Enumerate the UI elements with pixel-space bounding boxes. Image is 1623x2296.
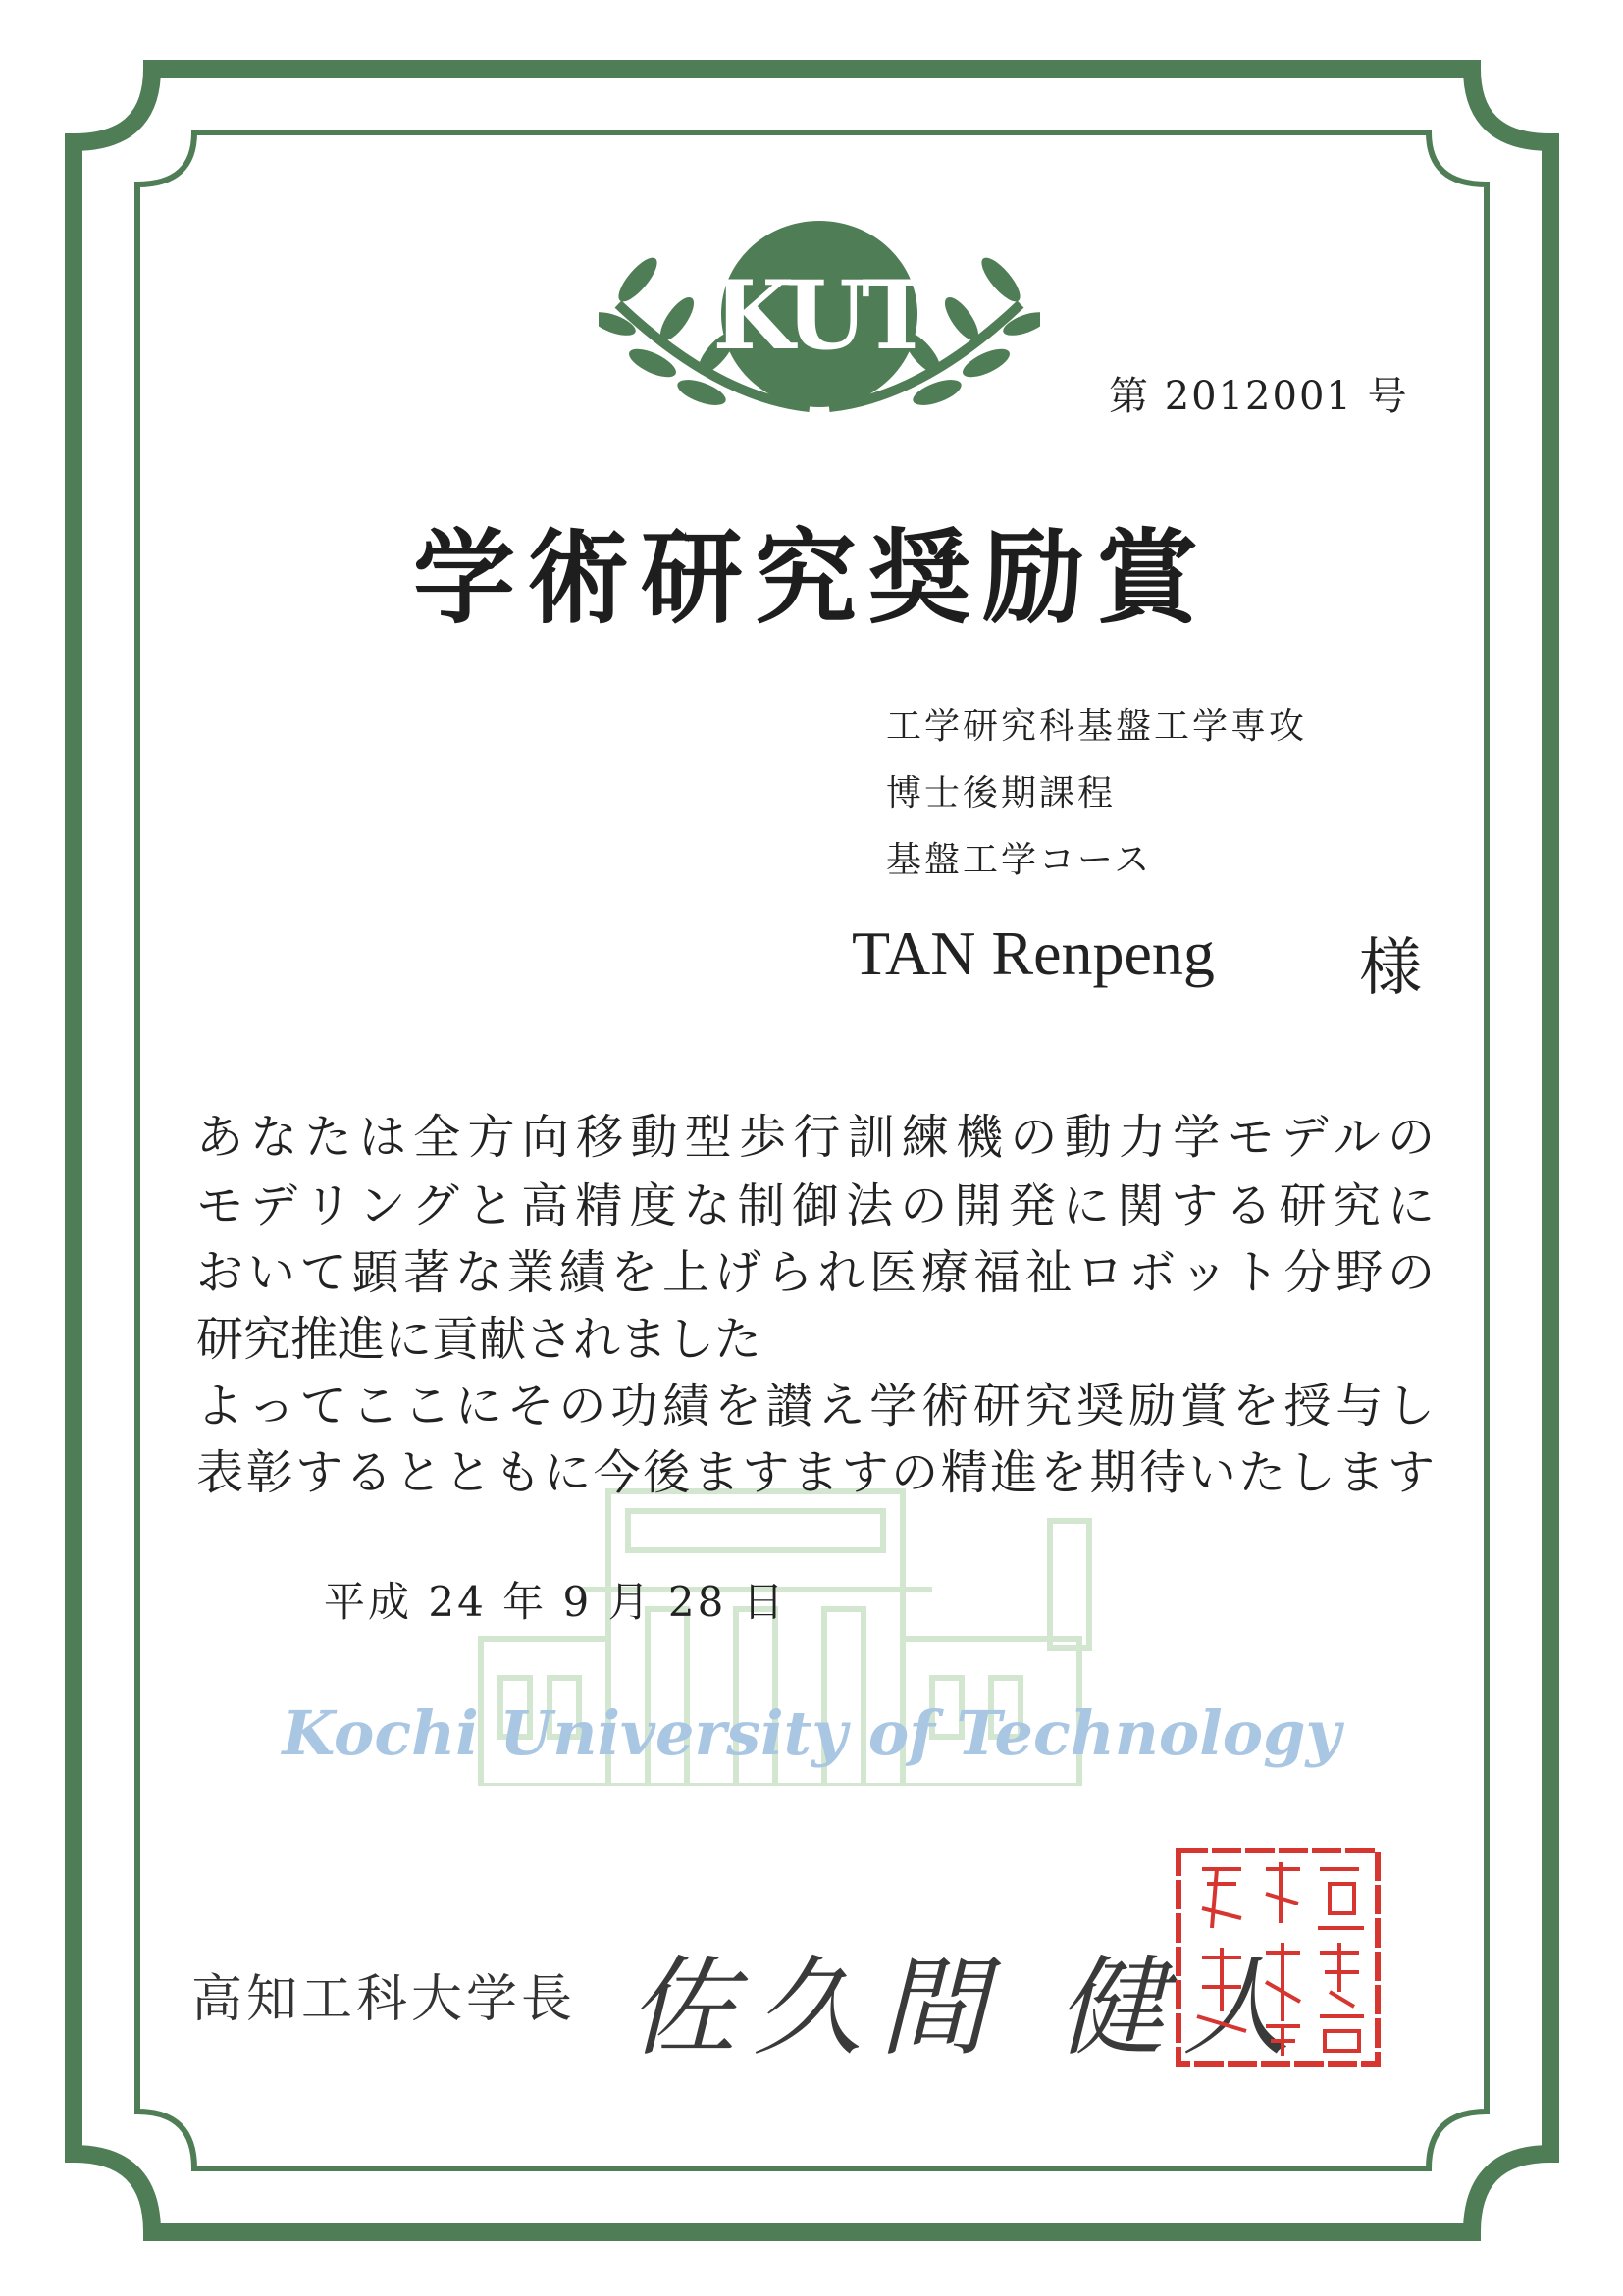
citation-line: 表彰するとともに今後ますますの精進を期待いたします <box>196 1445 1435 1500</box>
president-title: 高知工科大学長 <box>191 1970 577 2029</box>
affiliation-line: 工学研究科基盤工学専攻 <box>886 706 1308 747</box>
logo-monogram: KUT <box>712 260 926 371</box>
recipient-honorific: 様 <box>1359 932 1422 1005</box>
official-seal-icon <box>1173 1845 1384 2070</box>
citation-line: おいて顕著な業績を上げられ医療福祉ロボット分野の <box>196 1245 1435 1300</box>
affiliation-line: 博士後期課程 <box>886 773 1117 813</box>
award-date: 平成 24 年 9 月 28 日 <box>324 1578 787 1626</box>
recipient-name: TAN Renpeng <box>852 918 1215 988</box>
citation-line: モデリングと高精度な制御法の開発に関する研究に <box>196 1178 1435 1233</box>
certificate-title: 学術研究奨励賞 <box>412 517 1210 638</box>
certificate-number: 第 2012001 号 <box>1109 374 1409 419</box>
citation-line: あなたは全方向移動型歩行訓練機の動力学モデルの <box>196 1110 1435 1165</box>
president-signature: 佐久間 健人 <box>628 1945 1308 2070</box>
university-logo <box>599 216 1040 422</box>
citation-line: 研究推進に貢献されました <box>196 1312 762 1367</box>
university-english-name: Kochi University of Technology <box>282 1697 1341 1769</box>
citation-line: よってここにその功績を讃え学術研究奨励賞を授与し <box>196 1379 1435 1434</box>
affiliation-line: 基盤工学コース <box>886 840 1153 880</box>
